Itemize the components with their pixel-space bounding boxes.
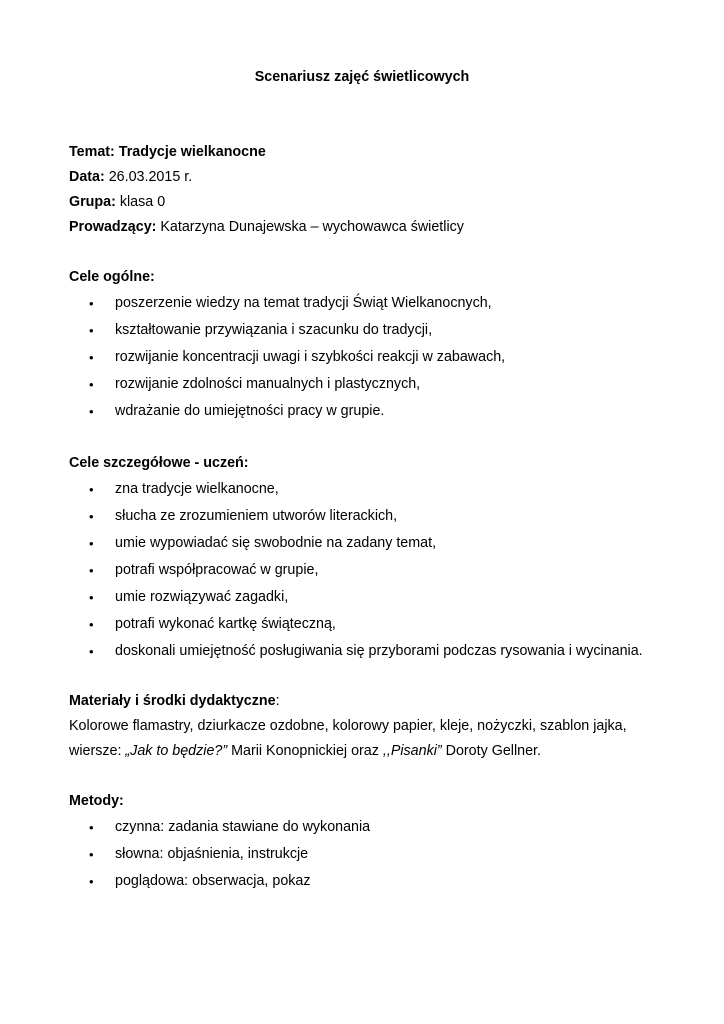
bullet-icon: • (89, 323, 94, 338)
materials-line-1: Kolorowe flamastry, dziurkacze ozdobne, kolorowy papier, kleje, nożyczki, szablon jajka, (69, 718, 627, 734)
bullet-icon: • (89, 296, 94, 311)
list-item (69, 841, 684, 868)
bullet-icon: • (89, 377, 94, 392)
materials-line-2 (69, 739, 684, 764)
bullet-icon: • (89, 590, 94, 605)
materials-text: Marii Konopnickiej oraz (227, 743, 383, 759)
list-item (69, 557, 684, 584)
date-line (69, 165, 684, 190)
poem-title-1: „Jak to będzie?” (125, 743, 228, 759)
general-goals-section (69, 265, 684, 425)
bullet-icon: • (89, 482, 94, 497)
list-item (69, 317, 684, 344)
leader-label: Prowadzący: (69, 219, 157, 235)
bullet-icon: • (89, 820, 94, 835)
list-item (69, 584, 684, 611)
list-item (69, 503, 684, 530)
materials-colon: : (275, 693, 280, 709)
list-item-text: poszerzenie wiedzy na temat tradycji Świąt Wielkanocnych, (115, 295, 492, 311)
bullet-icon: • (89, 509, 94, 524)
methods-heading: Metody: (69, 793, 124, 809)
list-item-text: umie rozwiązywać zagadki, (115, 589, 289, 605)
general-goals-heading: Cele ogólne: (69, 269, 155, 285)
materials-text: wiersze: (69, 743, 126, 759)
list-item (69, 476, 684, 503)
specific-goals-section (69, 451, 684, 665)
materials-heading: Materiały i środki dydaktyczne (69, 693, 276, 709)
bullet-icon: • (89, 404, 94, 419)
list-item-text: słucha ze zrozumieniem utworów literackich, (115, 508, 398, 524)
methods-list (69, 814, 684, 895)
group-line (69, 190, 684, 215)
bullet-icon: • (89, 644, 94, 659)
bullet-icon: • (89, 536, 94, 551)
topic-line: Temat: Tradycje wielkanocne (69, 144, 266, 160)
list-item (69, 611, 684, 638)
materials-section (69, 689, 684, 764)
bullet-icon: • (89, 350, 94, 365)
list-item (69, 868, 684, 895)
group-label: Grupa: (69, 194, 116, 210)
list-item-text: potrafi współpracować w grupie, (115, 562, 319, 578)
bullet-icon: • (89, 563, 94, 578)
list-item (69, 530, 684, 557)
specific-goals-list (69, 476, 684, 665)
list-item-text: rozwijanie koncentracji uwagi i szybkości reakcji w zabawach, (115, 349, 506, 365)
list-item (69, 344, 684, 371)
bullet-icon: • (89, 847, 94, 862)
leader-line (69, 215, 684, 240)
meta-section (69, 140, 684, 240)
list-item (69, 638, 684, 665)
list-item-text: umie wypowiadać się swobodnie na zadany temat, (115, 535, 437, 551)
list-item (69, 814, 684, 841)
leader-value: Katarzyna Dunajewska – wychowawca świetlicy (156, 219, 464, 235)
list-item-text: czynna: zadania stawiane do wykonania (115, 819, 371, 835)
list-item-text: słowna: objaśnienia, instrukcje (115, 846, 309, 862)
list-item (69, 371, 684, 398)
date-value: 26.03.2015 r. (104, 169, 193, 185)
list-item-text: poglądowa: obserwacja, pokaz (115, 873, 311, 889)
general-goals-list (69, 290, 684, 425)
date-label: Data: (69, 169, 105, 185)
methods-section (69, 789, 684, 895)
list-item-text: potrafi wykonać kartkę świąteczną, (115, 616, 336, 632)
list-item-text: kształtowanie przywiązania i szacunku do tradycji, (115, 322, 433, 338)
list-item-text: zna tradycje wielkanocne, (115, 481, 279, 497)
group-value: klasa 0 (115, 194, 166, 210)
materials-heading-line (69, 689, 684, 714)
list-item (69, 290, 684, 317)
poem-title-2: ,,Pisanki” (382, 743, 442, 759)
specific-goals-heading: Cele szczegółowe - uczeń: (69, 455, 249, 471)
list-item (69, 398, 684, 425)
materials-text: Doroty Gellner. (441, 743, 541, 759)
document-title: Scenariusz zajęć świetlicowych (254, 69, 470, 85)
list-item-text: rozwijanie zdolności manualnych i plastycznych, (115, 376, 421, 392)
list-item-text: wdrażanie do umiejętności pracy w grupie. (115, 403, 385, 419)
bullet-icon: • (89, 874, 94, 889)
bullet-icon: • (89, 617, 94, 632)
list-item-text: doskonali umiejętność posługiwania się przyborami podczas rysowania i wycinania. (115, 643, 643, 659)
